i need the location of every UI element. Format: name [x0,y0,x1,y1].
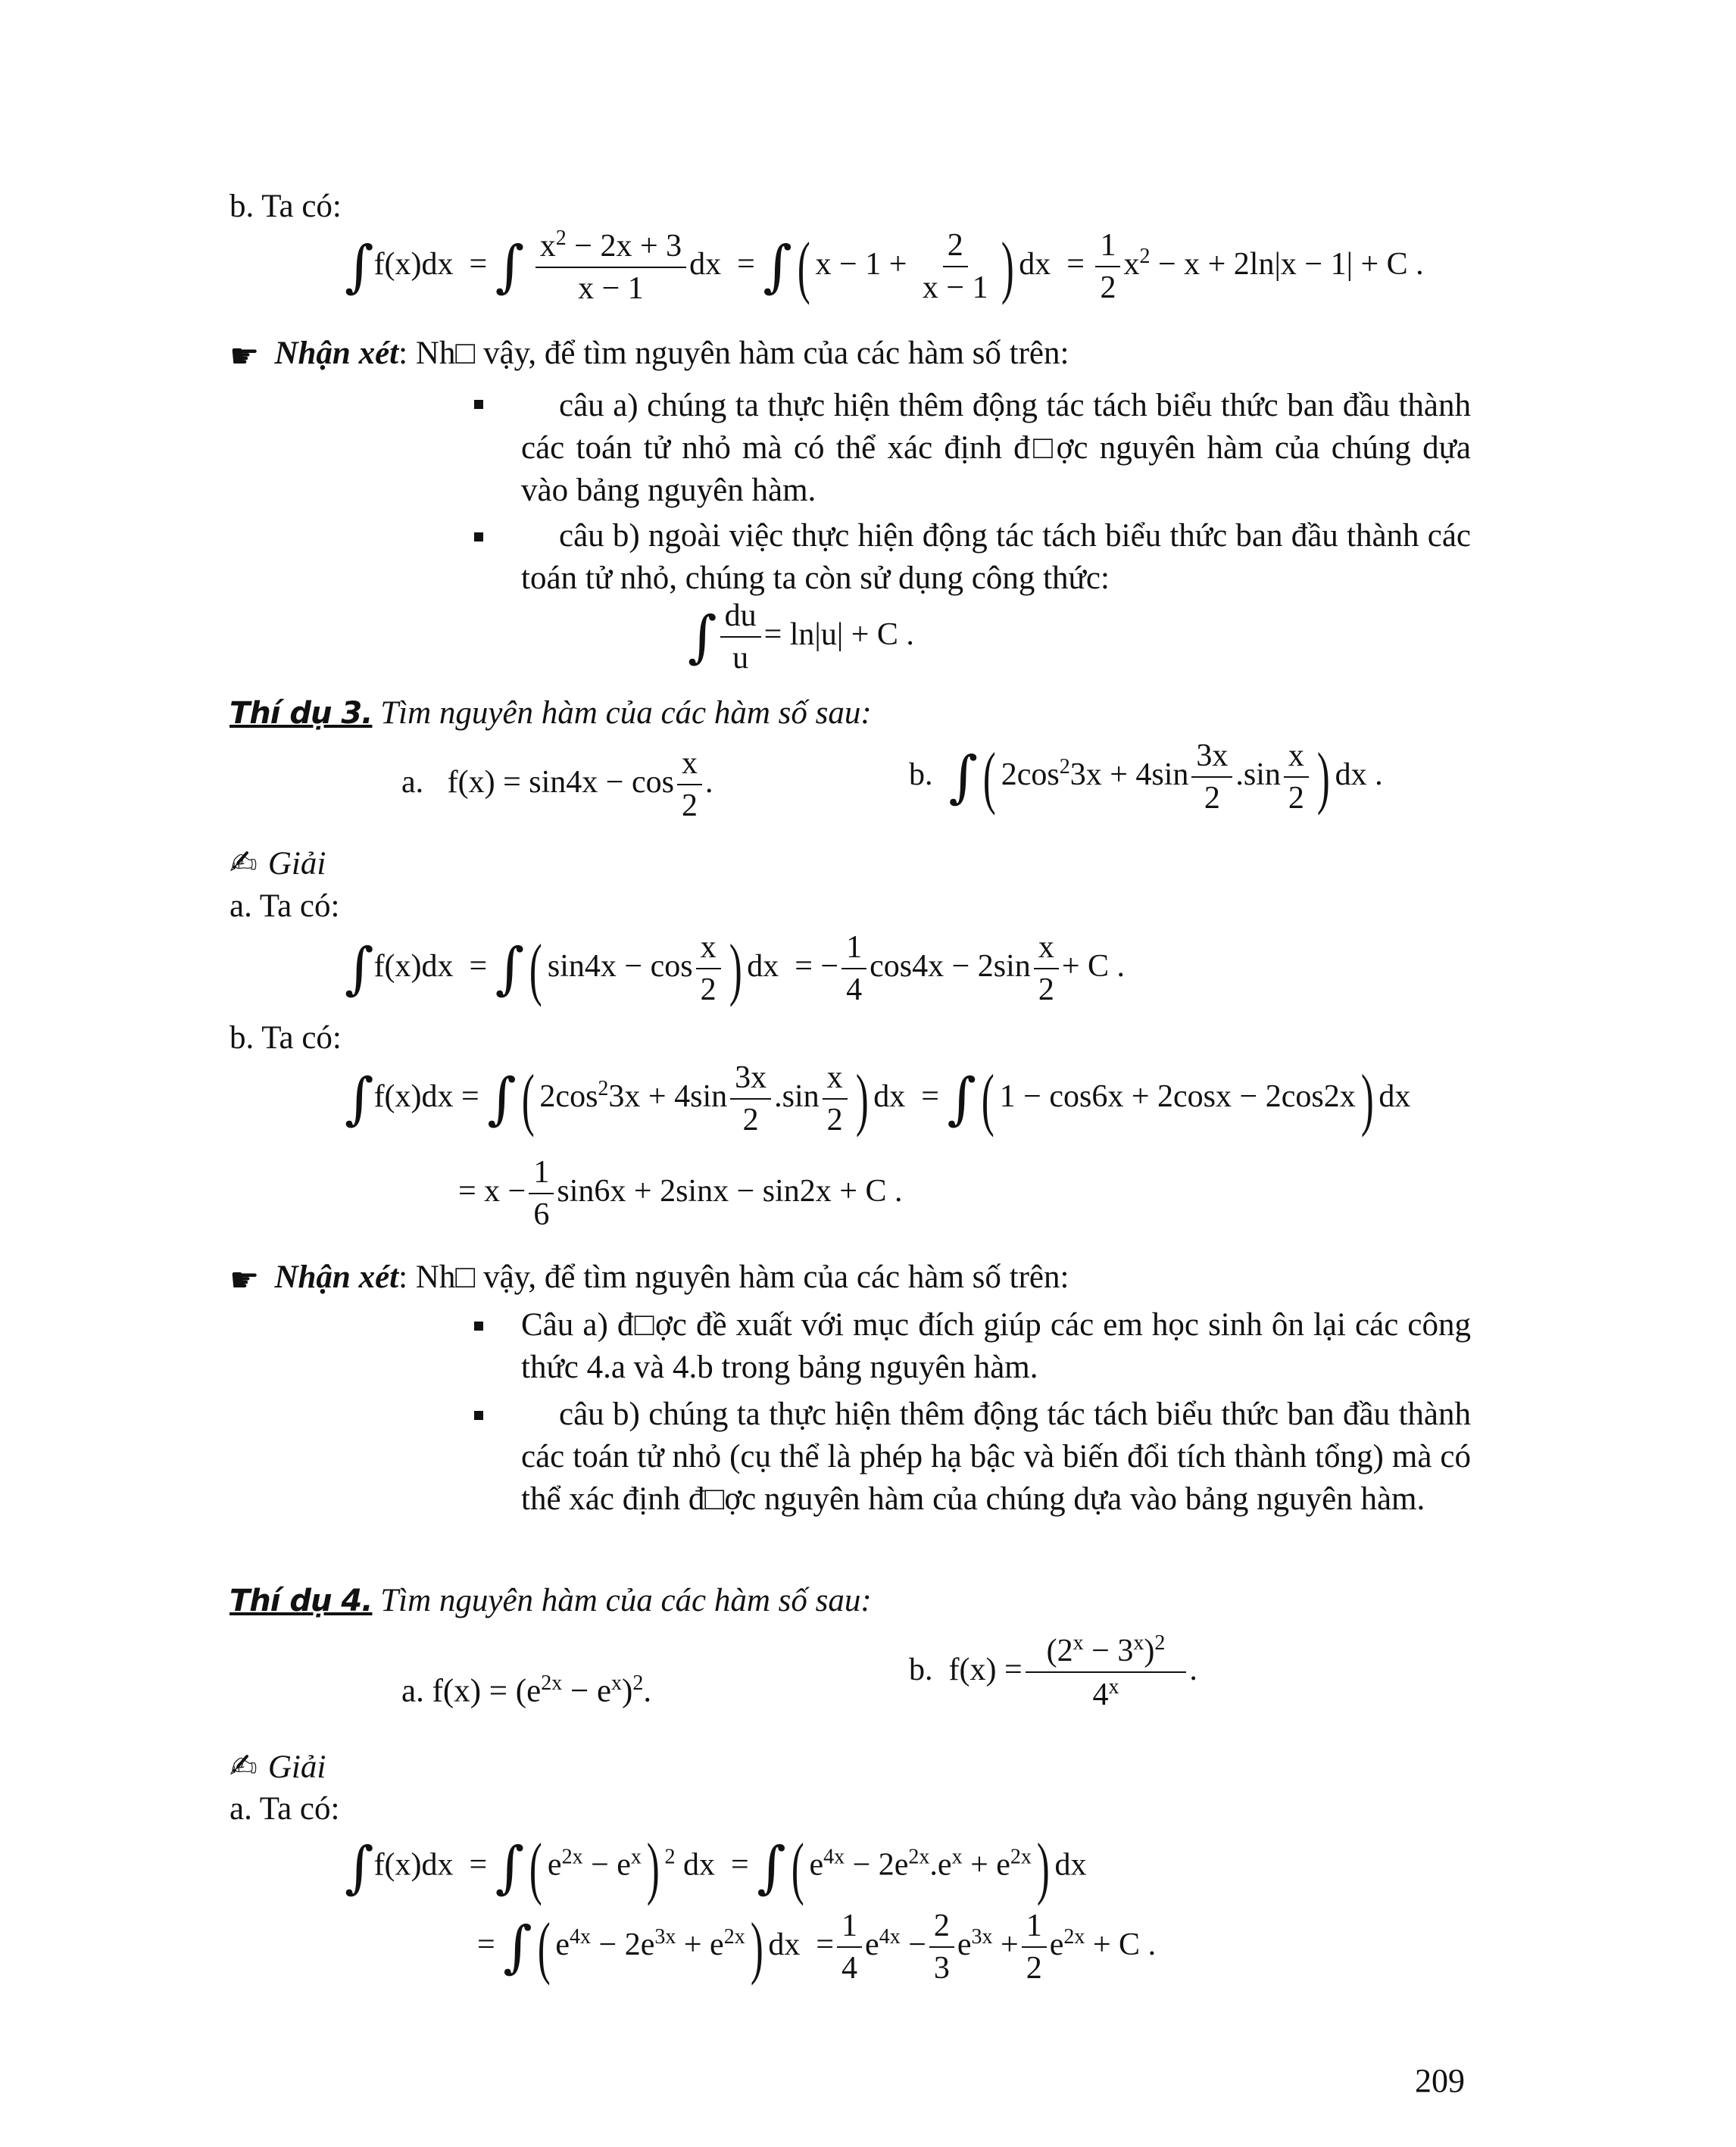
part-a-label-1: a. Ta có: [229,888,340,924]
equation-3a: ∫f(x)dx = ∫( sin4x − cos $\frac{x}{2}$ ) dx = − $\frac{1}{4}$ cos4x − 2sin $\frac{x}{2}$ + C . [345,930,1126,1008]
example-3-title: Tìm nguyên hàm của các hàm số sau: [372,695,872,731]
example-4-title: Tìm nguyên hàm của các hàm số sau: [372,1583,872,1618]
bullet-icon [474,400,483,409]
equation-4a-line2: = ∫( $e^{4x} - 2e^{3x} + e^{2x}$) dx = $\frac{1}{4}$ $e^{4x}$ − $\frac{2}{3}$ $e^{3x}$ + $\frac{1}{2}$ $e^{2x} + C$ . [477,1908,1157,1986]
example-4-part-b: b. f(x) = $\frac{(2^x - 3^x)^2}{4^x}$ . [909,1631,1197,1713]
part-b-label-2: b. Ta có: [229,1020,342,1056]
page-number: 209 [1415,2062,1465,2099]
writing-hand-icon: ✍ [229,1747,258,1786]
note-1 [229,333,1069,377]
equation-4a-line1: ∫f(x)dx = ∫( $e^{2x} - e^x$) $^2$ dx = ∫( $e^{4x} - 2e^{2x}.e^x + e^{2x}$) dx [345,1829,1087,1906]
equation-3b-line1: ∫f(x)dx = ∫( $2\cos^23x + 4\sin$ $\frac{3x}{2}$ .sin $\frac{x}{2}$ ) dx = ∫( 1 − cos6x + 2cosx − 2cos2x) dx [345,1060,1411,1138]
bullet-icon [474,1411,483,1420]
formula-du-u: ∫ $\frac{du}{u}$ = ln|u| + C . [688,598,914,676]
equation-3b-line2: = x − $\frac{1}{6}$ sin6x + 2sinx − sin2x + C . [458,1155,903,1233]
note-2 [229,1257,1069,1301]
note-title: Nhận xét [274,335,399,371]
example-4-label: Thí dụ 4. [229,1584,373,1618]
equation-b1: ∫f(x)dx = ∫ $\frac{x^2 - 2x + 3}{x - 1}$ dx = ∫( x − 1 + $\frac{2}{x - 1}$ ) dx = $\frac{1}{2}$ $x^2 - x + 2\ln|x - 1| + C$ . [345,226,1424,307]
pointing-hand-icon: ☛ [229,336,260,376]
note-1-item-a: câu a) chúng ta thực hiện thêm động tác tách biểu thức ban đầu thành các toán tử nhỏ mà có thể xác định đ□ợc nguyên hàm của chúng dựa vào bảng nguyên hàm. [521,388,1471,508]
note-title: Nhận xét [274,1259,399,1295]
example-3-part-a: a. f(x) = sin4x − cos $\frac{x}{2}$ . [401,746,713,824]
pointing-hand-icon: ☛ [229,1260,260,1300]
solution-heading-2: ✍ Giải [229,1747,326,1786]
note-text: : Nh□ vậy, để tìm nguyên hàm của các hàm số trên: [398,1259,1069,1295]
note-text: : Nh□ vậy, để tìm nguyên hàm của các hàm số trên: [398,335,1069,371]
note-1-item-b: câu b) ngoài việc thực hiện động tác tách biểu thức ban đầu thành các toán tử nhỏ, chúng ta còn sử dụng công thức: [521,518,1471,596]
solution-heading-1: ✍ Giải [229,844,326,882]
part-a-label-2: a. Ta có: [229,1791,340,1827]
example-4-part-a: a. $f(x) = (e^{2x} - e^x)^2$. [401,1671,652,1709]
bullet-icon [474,532,483,541]
note-2-item-a: Câu a) đ□ợc đề xuất với mục đích giúp các em học sinh ôn lại các công thức 4.a và 4.b trong bảng nguyên hàm. [521,1307,1471,1385]
note-2-item-b: câu b) chúng ta thực hiện thêm động tác tách biểu thức ban đầu thành các toán tử nhỏ (cụ thể là phép hạ bậc và biến đổi tích thành tổng) mà có thể xác định đ□ợc nguyên hàm của chúng dựa vào bảng nguyên hàm. [521,1396,1471,1517]
part-b-label-1: b. Ta có: [229,189,342,224]
example-3 [229,693,872,734]
writing-hand-icon: ✍ [229,844,258,882]
bullet-icon [474,1322,483,1331]
example-3-label: Thí dụ 3. [229,696,373,731]
example-3-part-b: b. ∫( $2\cos^23x + 4\sin$ $\frac{3x}{2}$ .sin $\frac{x}{2}$ ) dx . [909,738,1383,816]
example-4 [229,1581,872,1621]
